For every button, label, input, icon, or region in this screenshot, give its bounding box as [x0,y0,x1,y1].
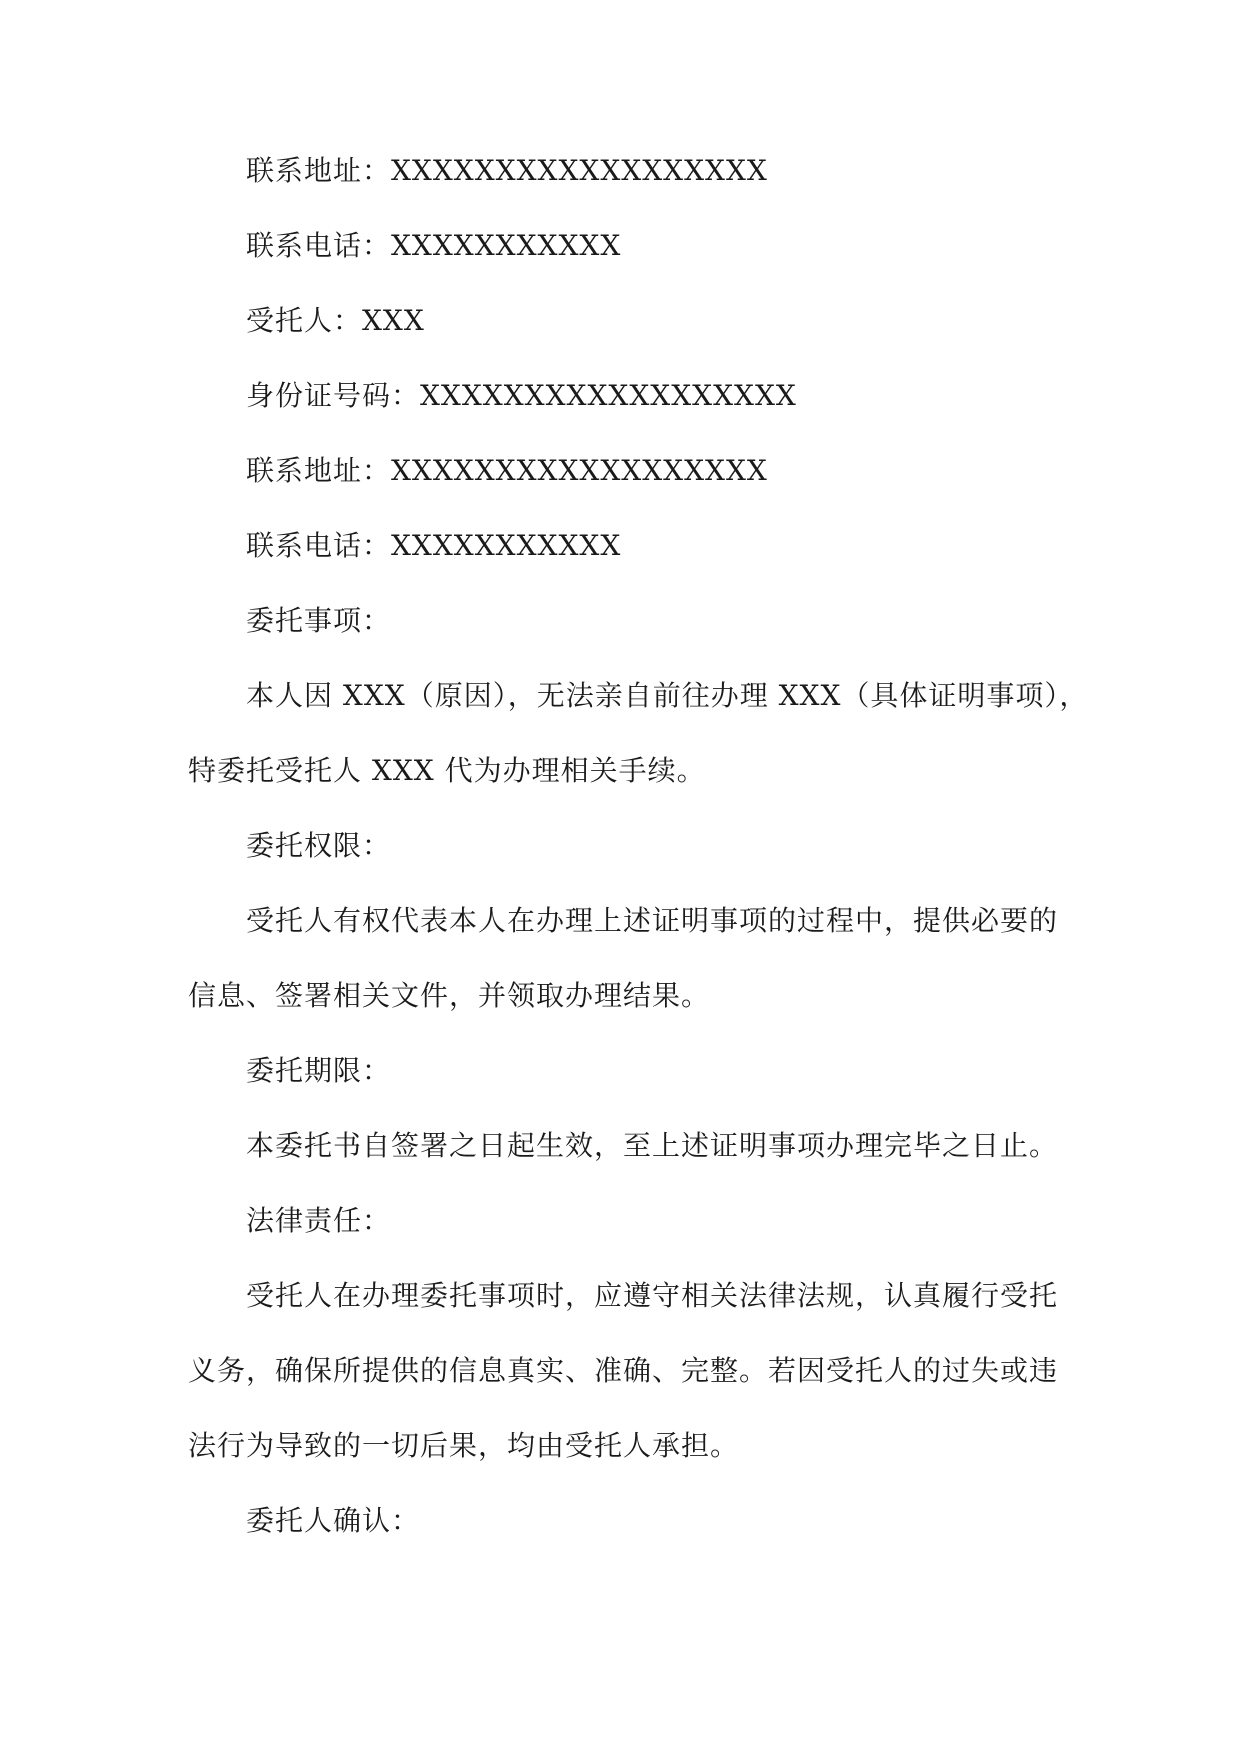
paragraph-line: 信息、签署相关文件，并领取办理结果。 [188,979,711,1012]
section-heading-matters: 委托事项： [246,604,392,637]
paragraph-line: 受托人有权代表本人在办理上述证明事项的过程中，提供必要的 [246,904,1059,937]
trustee-phone-line: 联系电话：XXXXXXXXXXX [246,529,622,562]
section-heading-term: 委托期限： [246,1054,392,1087]
contact-address-line: 联系地址：XXXXXXXXXXXXXXXXXX [246,154,768,187]
paragraph-line: 本人因 XXX（原因），无法亲自前往办理 XXX（具体证明事项）， [246,679,1089,712]
paragraph-line: 特委托受托人 XXX 代为办理相关手续。 [188,754,706,787]
contact-phone-line: 联系电话：XXXXXXXXXXX [246,229,622,262]
section-heading-confirmation: 委托人确认： [246,1504,421,1537]
trustee-address-line: 联系地址：XXXXXXXXXXXXXXXXXX [246,454,768,487]
trustee-name-line: 受托人：XXX [246,304,425,337]
paragraph-line: 法行为导致的一切后果，均由受托人承担。 [188,1429,740,1462]
paragraph-line: 义务，确保所提供的信息真实、准确、完整。若因受托人的过失或违 [188,1354,1059,1387]
trustee-id-line: 身份证号码：XXXXXXXXXXXXXXXXXX [246,379,797,412]
section-heading-liability: 法律责任： [246,1204,392,1237]
paragraph-line: 本委托书自签署之日起生效，至上述证明事项办理完毕之日止。 [246,1129,1059,1162]
paragraph-line: 受托人在办理委托事项时，应遵守相关法律法规，认真履行受托 [246,1279,1059,1312]
section-heading-authority: 委托权限： [246,829,392,862]
